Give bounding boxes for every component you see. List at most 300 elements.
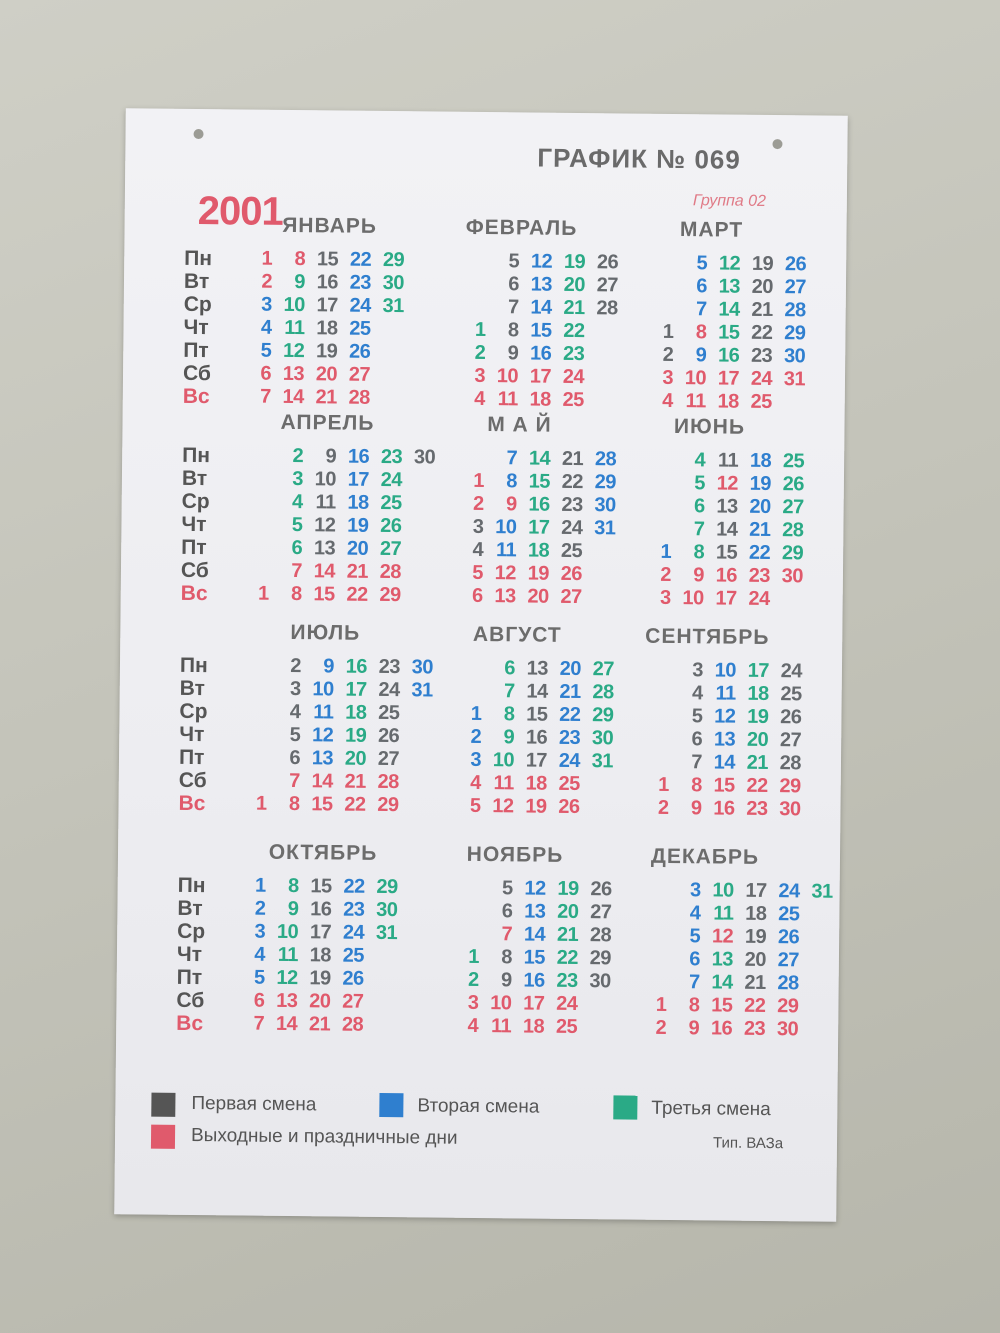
day-cell: 15	[718, 321, 740, 344]
day-cell: 30	[376, 898, 398, 922]
group-label: Группа 02	[692, 192, 767, 210]
day-cell: 7	[695, 298, 707, 321]
weekday-label: Ср	[183, 292, 212, 317]
month-name: ОКТЯБРЬ	[268, 840, 378, 865]
day-cell: 24	[556, 992, 578, 1016]
day-cell: 31	[783, 368, 806, 391]
day-cell: 10	[714, 659, 737, 682]
day-cell: 10	[276, 920, 299, 944]
month-name: АВГУСТ	[472, 622, 562, 647]
day-cell: 24	[778, 880, 800, 903]
day-cell: 5	[291, 514, 303, 537]
day-cell: 26	[380, 514, 402, 538]
day-cell: 4	[689, 902, 701, 925]
day-cell: 7	[501, 923, 513, 946]
day-cell: 6	[291, 537, 303, 560]
day-cell: 8	[501, 946, 513, 969]
day-cell: 22	[346, 583, 368, 606]
day-cell: 8	[290, 583, 302, 606]
day-cell: 29	[784, 322, 806, 345]
weekday-label: Вс	[178, 791, 206, 816]
day-cell: 21	[746, 751, 769, 775]
day-cell: 7	[260, 385, 271, 408]
day-cell: 24	[562, 365, 585, 389]
day-cell: 24	[558, 749, 581, 773]
day-cell: 7	[289, 769, 300, 793]
day-cell: 23	[558, 726, 581, 750]
day-cell: 9	[507, 342, 519, 365]
day-cell: 27	[784, 276, 807, 299]
day-cell: 19	[525, 795, 547, 818]
day-cell: 13	[718, 275, 741, 298]
day-cell: 29	[779, 775, 801, 798]
month-name: М А Й	[487, 413, 552, 437]
day-cell: 10	[312, 678, 334, 701]
day-cell: 28	[596, 297, 618, 320]
day-cell: 24	[349, 294, 371, 317]
year-label: 2001	[197, 189, 283, 234]
day-cell: 15	[715, 541, 738, 564]
day-cell: 25	[555, 1015, 578, 1039]
day-cell: 15	[523, 946, 546, 969]
day-cell: 29	[777, 995, 799, 1018]
day-cell: 19	[309, 967, 331, 990]
day-cell: 6	[289, 746, 301, 770]
day-cell: 26	[377, 724, 400, 748]
day-cell: 3	[662, 366, 674, 389]
day-cell: 10	[492, 749, 515, 772]
weekday-label: Вт	[183, 269, 210, 294]
day-cell: 19	[344, 724, 367, 747]
day-cell: 16	[525, 726, 548, 749]
day-cell: 12	[524, 877, 546, 900]
day-cell: 5	[689, 925, 701, 948]
day-cell: 18	[316, 317, 338, 340]
day-cell: 24	[342, 921, 365, 944]
day-cell: 18	[527, 539, 550, 562]
day-cell: 28	[348, 386, 370, 409]
third-shift-label: Третья смена	[651, 1097, 771, 1121]
day-cell: 17	[715, 587, 737, 610]
day-cell: 19	[315, 340, 338, 363]
day-cell: 13	[494, 585, 516, 608]
day-cell: 19	[527, 562, 550, 585]
day-cell: 14	[526, 680, 548, 703]
day-cell: 14	[713, 751, 736, 774]
weekday-label: Пт	[181, 535, 207, 560]
day-cell: 13	[711, 948, 734, 971]
day-cell: 3	[472, 515, 484, 539]
day-cell: 8	[288, 792, 300, 816]
day-cell: 30	[594, 494, 616, 517]
day-cell: 21	[346, 560, 369, 583]
day-cell: 15	[310, 875, 332, 898]
day-cell: 22	[744, 994, 766, 1017]
day-cell: 3	[659, 586, 671, 609]
day-cell: 4	[470, 771, 481, 795]
day-cell: 23	[378, 655, 401, 679]
day-cell: 9	[500, 969, 512, 992]
day-cell: 5	[260, 339, 272, 362]
day-cell: 11	[493, 772, 514, 795]
weekday-label: Сб	[180, 558, 209, 583]
day-cell: 2	[660, 563, 672, 586]
day-cell: 11	[315, 491, 336, 514]
day-cell: 7	[253, 1012, 265, 1035]
day-cell: 30	[589, 970, 611, 993]
day-cell: 16	[523, 969, 545, 992]
day-cell: 20	[751, 275, 774, 299]
day-cell: 24	[561, 516, 583, 540]
day-cell: 12	[530, 250, 553, 273]
day-cell: 21	[744, 971, 766, 994]
day-cell: 2	[467, 968, 479, 991]
weekday-label: Вт	[181, 466, 208, 491]
day-cell: 17	[345, 678, 367, 701]
day-cell: 26	[780, 706, 802, 729]
day-cell: 9	[323, 655, 335, 678]
day-cell: 26	[342, 967, 364, 990]
day-cell: 6	[504, 657, 516, 680]
month-name: СЕНТЯБРЬ	[645, 624, 770, 650]
day-cell: 13	[524, 900, 546, 923]
day-cell: 6	[696, 275, 708, 298]
day-cell: 30	[382, 271, 405, 295]
printer-note: Тип. ВАЗа	[712, 1134, 784, 1153]
day-cell: 4	[254, 943, 266, 966]
day-cell: 17	[316, 294, 338, 317]
day-cell: 28	[589, 924, 612, 947]
day-cell: 5	[253, 966, 265, 989]
day-cell: 21	[563, 296, 585, 320]
day-cell: 23	[750, 344, 773, 368]
day-cell: 3	[254, 920, 266, 943]
day-cell: 15	[311, 793, 333, 816]
day-cell: 17	[523, 992, 545, 1015]
day-cell: 26	[558, 795, 580, 819]
day-cell: 26	[590, 878, 612, 901]
day-cell: 8	[688, 994, 700, 1017]
day-cell: 5	[691, 705, 703, 728]
day-cell: 23	[343, 898, 365, 921]
month-name: ИЮНЬ	[673, 415, 746, 439]
month-grid	[633, 252, 835, 415]
day-cell: 17	[525, 749, 548, 772]
weekday-label: Вс	[182, 384, 210, 409]
day-cell: 20	[744, 948, 767, 971]
day-cell: 11	[685, 390, 706, 413]
month-name: ФЕВРАЛЬ	[465, 215, 578, 240]
day-cell: 16	[710, 1017, 733, 1040]
day-cell: 18	[522, 1015, 545, 1038]
day-cell: 2	[655, 1016, 667, 1039]
day-cell: 15	[711, 994, 733, 1017]
day-cell: 26	[784, 253, 807, 276]
month-grid	[443, 447, 645, 610]
weekday-label: Сб	[178, 768, 207, 793]
day-cell: 30	[413, 446, 436, 469]
month-grid	[438, 877, 640, 1040]
day-cell: 28	[594, 448, 617, 471]
day-cell: 11	[277, 943, 299, 967]
day-cell: 29	[377, 793, 399, 817]
day-cell: 25	[562, 388, 584, 412]
day-cell: 31	[591, 750, 614, 773]
day-cell: 6	[501, 900, 513, 923]
day-cell: 10	[490, 992, 512, 1015]
month-grid	[226, 654, 434, 817]
day-cell: 21	[559, 680, 581, 704]
day-cell: 20	[344, 747, 367, 770]
month-grid	[229, 444, 436, 607]
month-name: ИЮЛЬ	[290, 621, 361, 645]
day-cell: 7	[291, 560, 303, 583]
day-cell: 12	[711, 925, 734, 948]
day-cell: 4	[662, 389, 673, 412]
month-grid	[631, 449, 833, 612]
calendar-card	[114, 108, 848, 1222]
day-cell: 11	[313, 701, 334, 724]
day-cell: 12	[314, 514, 336, 537]
day-cell: 12	[311, 724, 334, 747]
day-cell: 3	[474, 364, 486, 388]
day-cell: 12	[276, 966, 298, 990]
day-cell: 25	[778, 903, 800, 926]
weekday-label: Сб	[182, 361, 212, 386]
day-cell: 28	[784, 299, 806, 322]
day-cell: 11	[490, 1015, 512, 1038]
day-cell: 9	[287, 897, 299, 921]
weekday-label: Пт	[176, 965, 203, 990]
day-cell: 2	[474, 341, 486, 365]
day-cell: 26	[596, 251, 619, 274]
day-cell: 13	[313, 537, 336, 560]
month-grid	[626, 879, 833, 1042]
month-grid	[628, 659, 830, 822]
day-cell: 4	[694, 449, 706, 472]
day-cell: 1	[660, 540, 672, 563]
day-cell: 23	[380, 445, 403, 469]
day-cell: 5	[696, 252, 708, 275]
day-cell: 4	[260, 316, 272, 339]
month-name: МАРТ	[679, 218, 744, 242]
weekday-label: Вт	[177, 896, 203, 921]
day-cell: 10	[283, 293, 305, 317]
day-cell: 9	[693, 564, 705, 587]
day-cell: 21	[308, 1013, 331, 1036]
day-cell: 26	[777, 926, 800, 949]
day-cell: 12	[494, 562, 517, 585]
day-cell: 29	[592, 704, 614, 727]
day-cell: 11	[715, 682, 736, 705]
day-cell: 12	[282, 339, 305, 363]
day-cell: 9	[325, 445, 337, 468]
day-cell: 29	[781, 542, 804, 565]
day-cell: 26	[348, 340, 371, 363]
day-cell: 4	[467, 1014, 479, 1037]
day-cell: 30	[776, 1018, 799, 1041]
day-cell: 27	[596, 274, 619, 297]
day-cell: 17	[347, 468, 370, 491]
day-cell: 27	[777, 949, 800, 972]
day-cell: 7	[503, 680, 515, 703]
day-cell: 5	[501, 877, 513, 900]
day-cell: 28	[379, 560, 402, 584]
day-cell: 6	[508, 273, 520, 296]
punch-hole-left	[193, 129, 203, 139]
day-cell: 3	[692, 659, 704, 682]
day-cell: 7	[691, 751, 703, 774]
day-cell: 19	[747, 705, 769, 729]
day-cell: 22	[561, 470, 584, 494]
schedule-title: ГРАФИК № 069	[537, 142, 741, 175]
day-cell: 17	[529, 365, 552, 388]
day-cell: 13	[276, 989, 298, 1013]
first-shift-label: Первая смена	[191, 1092, 317, 1116]
day-cell: 10	[684, 367, 707, 390]
day-cell: 8	[503, 703, 515, 726]
day-cell: 3	[467, 991, 479, 1014]
day-cell: 19	[751, 252, 774, 276]
day-cell: 29	[376, 875, 398, 899]
month-grid	[440, 657, 642, 820]
day-cell: 4	[291, 491, 303, 514]
day-cell: 31	[811, 880, 833, 903]
day-cell: 11	[713, 902, 734, 925]
day-cell: 10	[712, 879, 734, 902]
day-cell: 14	[528, 447, 551, 470]
day-cell: 12	[718, 252, 741, 275]
day-cell: 10	[496, 365, 519, 388]
weekday-label: Ср	[181, 489, 210, 514]
month-grid	[445, 250, 647, 413]
day-cell: 23	[748, 564, 771, 588]
day-cell: 8	[507, 319, 519, 342]
weekday-label: Пн	[177, 873, 206, 898]
day-cell: 6	[689, 948, 701, 971]
weekday-label: Чт	[176, 942, 203, 967]
day-cell: 16	[715, 564, 738, 587]
day-cell: 24	[378, 678, 400, 702]
month-name: НОЯБРЬ	[466, 842, 564, 867]
weekday-label: Ср	[179, 699, 208, 724]
day-cell: 25	[558, 772, 580, 796]
day-cell: 27	[379, 537, 402, 561]
day-cell: 23	[561, 493, 583, 517]
day-cell: 28	[592, 681, 614, 704]
day-cell: 9	[503, 726, 515, 749]
weekday-label: Вс	[176, 1011, 204, 1036]
day-cell: 16	[347, 445, 370, 468]
second-shift-label: Вторая смена	[417, 1095, 540, 1118]
day-cell: 2	[254, 897, 266, 920]
day-cell: 19	[347, 514, 369, 537]
day-cell: 22	[563, 319, 585, 343]
day-cell: 21	[751, 298, 773, 322]
weekday-label: Пн	[184, 246, 213, 271]
day-cell: 25	[342, 944, 365, 967]
day-cell: 20	[527, 585, 549, 608]
day-cell: 18	[745, 902, 767, 926]
day-cell: 3	[289, 678, 301, 701]
day-cell: 8	[287, 874, 299, 898]
day-cell: 18	[347, 491, 369, 514]
weekday-label: Пт	[178, 745, 205, 770]
day-cell: 11	[495, 539, 517, 562]
day-cell: 8	[695, 321, 707, 344]
day-cell: 29	[589, 947, 612, 970]
day-cell: 15	[526, 703, 548, 726]
weekday-label: Пн	[179, 653, 208, 678]
month-grid	[224, 874, 426, 1037]
day-cell: 11	[284, 316, 305, 340]
day-cell: 4	[691, 682, 703, 705]
day-cell: 28	[779, 752, 802, 775]
day-cell: 5	[694, 472, 706, 495]
day-cell: 27	[377, 747, 400, 771]
day-cell: 21	[315, 386, 337, 409]
day-cell: 31	[375, 921, 398, 945]
day-cell: 1	[474, 318, 486, 342]
day-cell: 26	[782, 473, 805, 496]
day-cell: 6	[253, 989, 265, 1012]
second-shift-swatch	[379, 1093, 403, 1117]
day-cell: 18	[747, 682, 769, 706]
day-cell: 4	[474, 387, 485, 411]
day-cell: 31	[594, 517, 616, 540]
day-cell: 25	[349, 317, 371, 340]
day-cell: 28	[341, 1013, 364, 1036]
day-cell: 27	[560, 585, 582, 609]
day-cell: 9	[505, 493, 517, 516]
day-cell: 2	[290, 655, 302, 678]
day-cell: 16	[310, 898, 332, 921]
day-cell: 10	[314, 468, 337, 491]
day-cell: 19	[557, 877, 579, 901]
day-cell: 21	[749, 518, 771, 542]
day-cell: 23	[746, 797, 768, 821]
day-cell: 20	[557, 900, 579, 924]
day-cell: 2	[662, 343, 674, 366]
day-cell: 30	[779, 798, 801, 821]
day-cell: 19	[749, 472, 772, 496]
day-cell: 6	[693, 495, 705, 518]
month-name: АПРЕЛЬ	[280, 410, 375, 435]
days-off-swatch	[151, 1125, 175, 1149]
day-cell: 11	[497, 388, 518, 411]
day-cell: 2	[472, 492, 484, 516]
day-cell: 24	[780, 660, 803, 683]
day-cell: 6	[471, 584, 483, 608]
day-cell: 18	[529, 388, 551, 411]
day-cell: 30	[591, 727, 614, 750]
day-cell: 19	[744, 925, 767, 949]
day-cell: 29	[594, 471, 617, 494]
day-cell: 22	[344, 793, 366, 816]
day-cell: 24	[380, 468, 403, 492]
day-cell: 5	[469, 794, 481, 818]
day-cell: 14	[523, 923, 546, 946]
day-cell: 8	[691, 774, 702, 797]
day-cell: 15	[528, 470, 551, 493]
day-cell: 15	[313, 583, 335, 606]
day-cell: 1	[658, 773, 669, 796]
day-cell: 21	[561, 447, 584, 471]
day-cell: 17	[528, 516, 550, 539]
day-cell: 12	[716, 472, 739, 495]
day-cell: 25	[378, 701, 400, 725]
day-cell: 13	[526, 657, 549, 680]
